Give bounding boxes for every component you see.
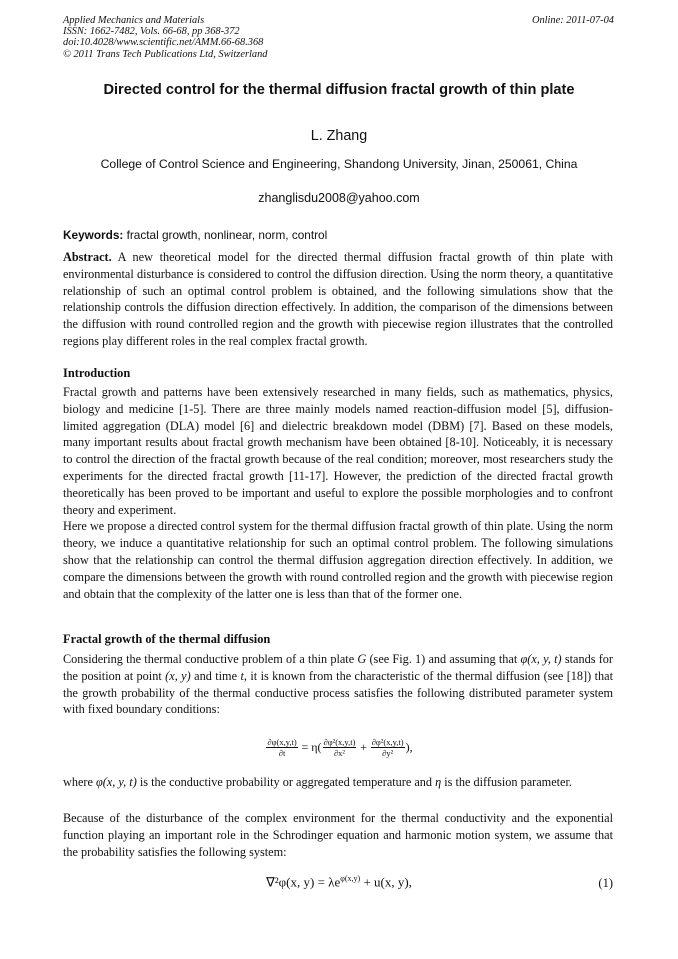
equation-rhs: + u(x, y), (360, 874, 412, 890)
fraction-denominator: ∂t (278, 748, 286, 758)
math-symbol: φ(x, y, t) (96, 775, 137, 789)
section-2-heading: Fractal growth of the thermal diffusion (63, 632, 271, 646)
text-run: (see Fig. 1) and assuming that (366, 652, 521, 666)
author-affiliation: College of Control Science and Engineering, Shandong University, Jinan, 250061, China (100, 157, 578, 171)
fraction-numerator: ∂φ²(x,y,t) (371, 737, 404, 747)
introduction-paragraph-2: Here we propose a directed control system for the thermal diffusion fractal growth of thin plate. Using the norm theory, we induce a quantitative relationship for such an optimal control problem. The following simulations show that the relationship can control the thermal diffusion aggregation direction effectively. In addition, we compare the dimensions between the growth with round controlled region and the growth with piecewise region and obtain that the complexity of the latter one is less than that of the former one. (63, 519, 613, 601)
introduction-paragraph-1: Fractal growth and patterns have been extensively researched in many fields, such as mathematics, physics, biology and medicine [1-5]. There are three mainly models named reaction-diffusion model [5], diffusion-limited aggregation (DLA) model [6] and dielectric breakdown model (DBM) [7]. Based on these models, many important results about fractal growth mechanism have been obtained [8-10]. Noticeably, it is necessary to control the direction of the fractal growth because of the real condition; moreover, most researchers study the experiments for the directed fractal growth [11-17]. However, the prediction of the directed fractal growth theoretically has been proved to be important and useful to explore the possible morphologies and to confront theory and experiment. (63, 385, 613, 517)
text-run: is the conductive probability or aggregated temperature and (136, 775, 436, 789)
equation-number: (1) (598, 876, 613, 890)
keywords-text: fractal growth, nonlinear, norm, control (123, 228, 328, 242)
abstract-label: Abstract. (63, 250, 112, 264)
math-symbol: (x, y) (165, 668, 191, 683)
fraction-numerator: ∂φ²(x,y,t) (323, 737, 356, 747)
text-run: , it is known from the characteristic of the thermal diffusion (see [18]) that the growth probability of the thermal conductive process satisfies the following distributed parameter system with fixed boundary conditions: (63, 668, 613, 717)
fraction-denominator: ∂x² (333, 748, 345, 758)
paper-title: Directed control for the thermal diffusion fractal growth of thin plate (103, 82, 575, 98)
copyright-line: © 2011 Trans Tech Publications Ltd, Switzerland (63, 48, 268, 60)
fraction (266, 737, 297, 758)
keywords (63, 228, 327, 242)
fraction-denominator: ∂y² (382, 748, 394, 758)
introduction-body (63, 384, 613, 602)
keywords-label: Keywords: (63, 228, 124, 242)
journal-name: Applied Mechanics and Materials (63, 15, 205, 26)
issn-line: ISSN: 1662-7482, Vols. 66-68, pp 368-372 (63, 26, 240, 38)
text-run: Considering the thermal conductive problem of a thin plate (63, 652, 358, 666)
section-2-paragraph-1 (63, 651, 613, 718)
equation-operator: + (360, 740, 367, 754)
text-run: where (63, 775, 96, 789)
math-symbol: t (240, 668, 244, 683)
journal-header (63, 15, 267, 60)
author-name: L. Zhang (310, 128, 368, 144)
abstract-text: A new theoretical model for the directed thermal diffusion fractal growth of thin plate with environmental disturbance is considered to control the diffusion direction. Using the norm theory, a quantitative relationship of such an optimal control problem is obtained, and the following simulations show that the relationship controls the diffusion direction effectively. In addition, the comparison of the dimensions between the diffusion with round controlled region and the growth with piecewise region illustrates that the controlled regions play different roles in the real complex fractal growth. (63, 250, 613, 348)
math-symbol: G (357, 652, 367, 666)
author-email[interactable]: zhanglisdu2008@yahoo.com (258, 191, 420, 205)
text-run: is the diffusion parameter. (441, 775, 572, 789)
introduction-heading: Introduction (63, 366, 131, 380)
section-2-where-clause (63, 774, 613, 791)
section-2-paragraph-2: Because of the disturbance of the complex environment for the thermal conductivity and the exponential function playing an important role in the Schrodinger equation and harmonic motion system, we assume that the probability satisfies the following system: (63, 811, 613, 859)
equation-operator: ), (405, 740, 413, 754)
equation-diffusion (0, 737, 678, 758)
equation-exponent: φ(x,y) (340, 874, 361, 883)
fraction (371, 737, 405, 758)
math-symbol: η (435, 775, 442, 789)
online-date: Online: 2011-07-04 (531, 15, 614, 26)
fraction (323, 737, 357, 758)
abstract (63, 249, 613, 350)
equation-lhs: ∇²φ(x, y) = λe (266, 874, 341, 890)
equation-1 (0, 874, 678, 890)
text-run: and time (190, 668, 241, 683)
equation-operator: = η( (301, 740, 322, 754)
fraction-numerator: ∂φ(x,y,t) (267, 737, 297, 747)
doi-line[interactable]: doi:10.4028/www.scientific.net/AMM.66-68.368 (63, 37, 264, 49)
text-run: stands for the position at point (63, 652, 613, 683)
math-symbol: φ(x, y, t) (520, 652, 562, 666)
